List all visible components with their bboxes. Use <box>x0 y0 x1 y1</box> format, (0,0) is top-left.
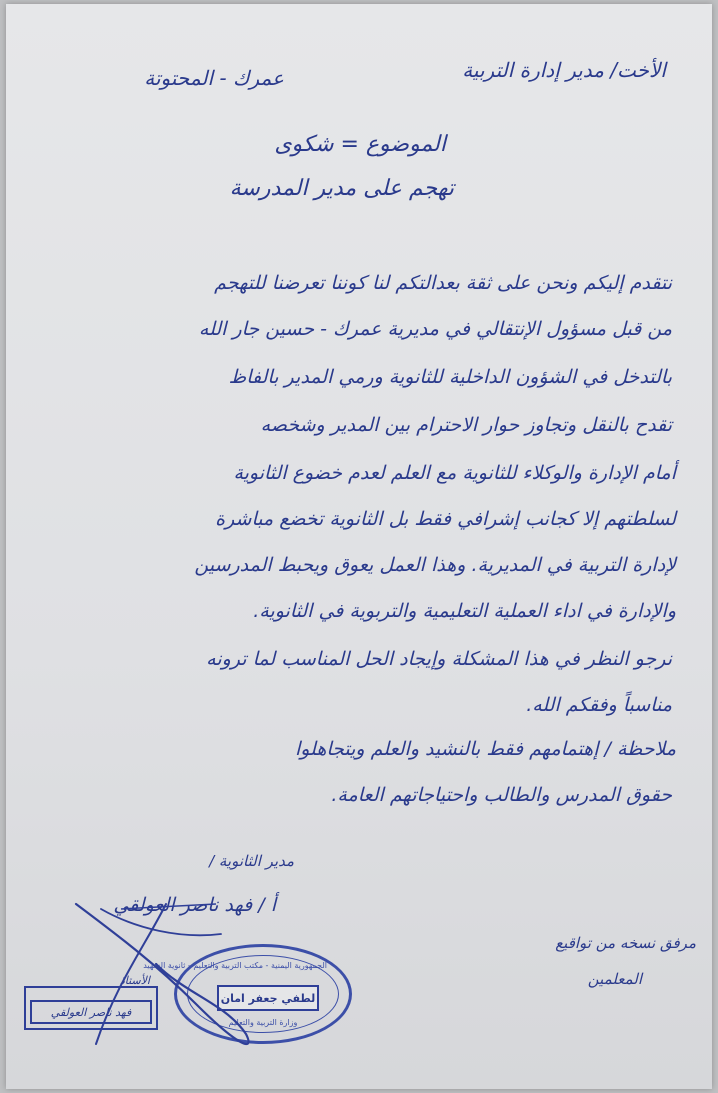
recipient-line: الأخت/ مدير إدارة التربية <box>462 58 666 82</box>
stamp-bottom-text: وزارة التربية والتعليم <box>228 1018 298 1027</box>
note-line: ملاحظة / إهتمامهم فقط بالنشيد والعلم ويتجاهلوا <box>294 738 676 760</box>
stamp-center-text: لطفي جعفر امان <box>217 985 319 1011</box>
body-line: تقدح بالنقل وتجاوز حوار الاحترام بين المدير وشخصه <box>260 414 672 436</box>
body-line: والإدارة في اداء العملية التعليمية والتربوية في الثانوية. <box>253 600 676 622</box>
signature-title: مدير الثانوية / <box>209 852 294 870</box>
body-line: نتقدم إليكم ونحن على ثقة بعدالتكم لنا كوننا تعرضنا للتهجم <box>214 272 672 294</box>
signature-name: أ / فهد ناصر العولقي <box>113 894 276 916</box>
body-line: نرجو النظر في هذا المشكلة وإيجاد الحل المناسب لما ترونه <box>206 648 672 670</box>
body-line: أمام الإدارة والوكلاء للثانوية مع العلم لعدم خضوع الثانوية <box>233 462 676 484</box>
body-line: مناسباً وفقكم الله. <box>526 694 672 716</box>
note-line: حقوق المدرس والطالب واحتياجاتهم العامة. <box>331 784 672 806</box>
location-line: عمرك - المحتوتة <box>144 66 284 90</box>
body-line: من قبل مسؤول الإنتقالي في مديرية عمرك - حسين جار الله <box>198 318 672 340</box>
handwritten-signature <box>6 4 712 1089</box>
stamp-top-text: الجمهورية اليمنية - مكتب التربية والتعليم - ثانوية الشهيد <box>143 961 327 970</box>
subject-line: الموضوع = شكوى <box>274 132 446 157</box>
box-stamp-name: فهد ناصر العولقي <box>30 1000 152 1024</box>
body-line: لسلطتهم إلا كجانب إشرافي فقط بل الثانوية تخضع مباشرة <box>215 508 676 530</box>
attachment-line: المعلمين <box>587 970 642 988</box>
subject-detail: تهجم على مدير المدرسة <box>229 176 454 201</box>
letter-paper <box>6 4 712 1089</box>
attachment-line: مرفق نسخه من تواقيع <box>555 934 696 952</box>
body-line: لإدارة التربية في المديرية. وهذا العمل يعوق ويحبط المدرسين <box>194 554 676 576</box>
box-stamp-title: الأستاذ <box>119 974 150 987</box>
body-line: بالتدخل في الشؤون الداخلية للثانوية ورمي المدير بالفاظ <box>228 366 672 388</box>
